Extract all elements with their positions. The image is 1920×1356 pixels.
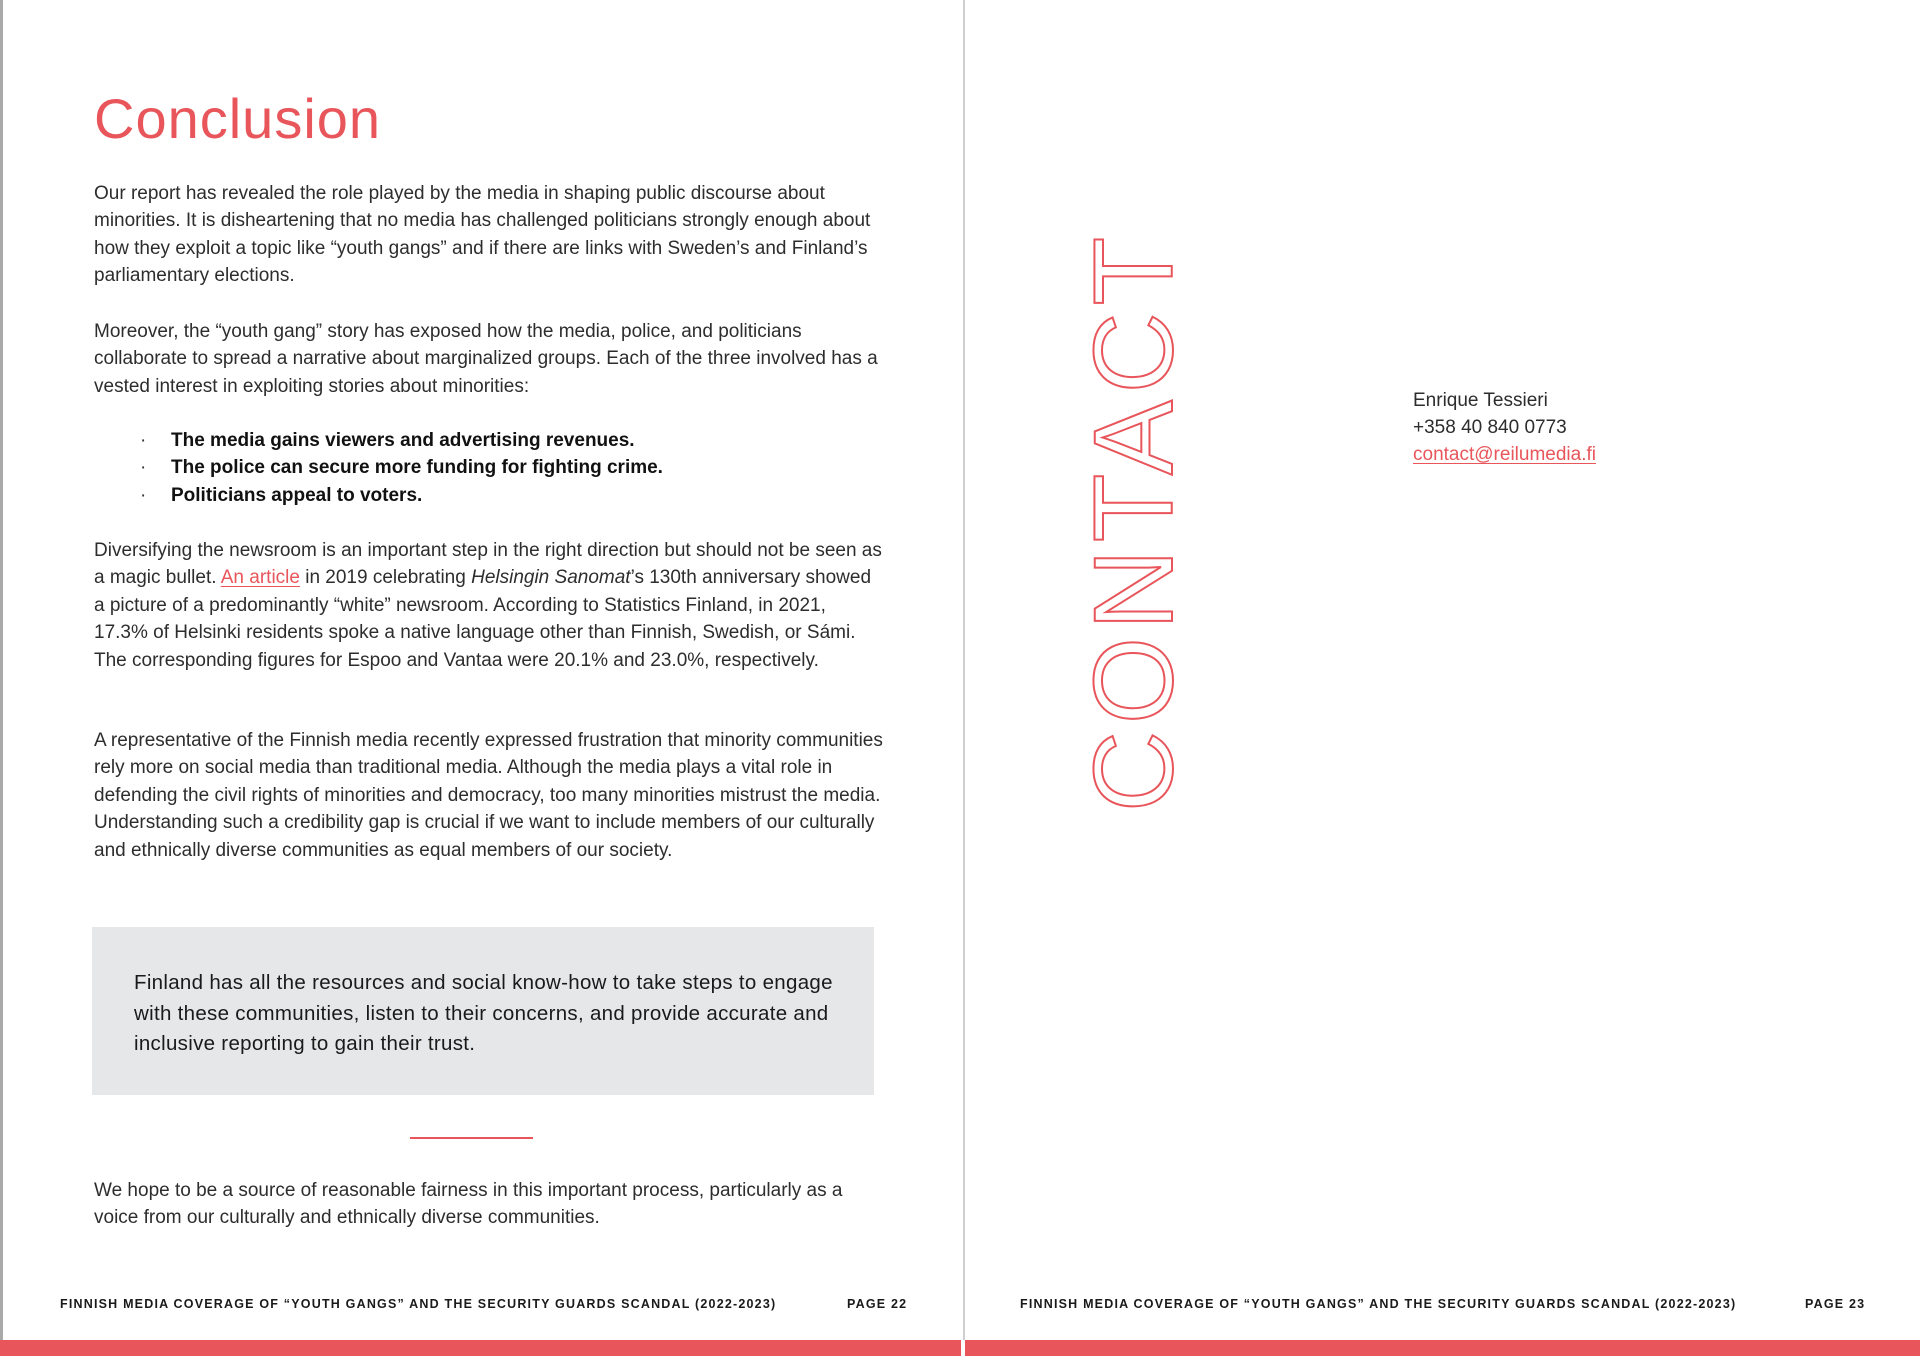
footer-title: FINNISH MEDIA COVERAGE OF “YOUTH GANGS” AND THE SECURITY GUARDS SCANDAL (2022-2023): [60, 1297, 777, 1311]
contact-email-link[interactable]: contact@reilumedia.fi: [1413, 444, 1596, 465]
bullet-text: The police can secure more funding for fighting crime.: [171, 457, 663, 479]
bullet-item: [137, 482, 857, 509]
bottom-accent-bar: [0, 1340, 1920, 1356]
paragraph-text: ’s 130th anniversary showed a picture of a predominantly “white” newsroom. According to Statistics Finland, in 2021, 17.3% of Helsinki residents spoke a native language other than Finnish, Swedish, or Sámi. The corresponding figures for Espoo and Vantaa were 20.1% and 23.0%, respectively.: [94, 567, 872, 671]
contact-info: [1413, 387, 1596, 468]
contact-phone[interactable]: +358 40 840 0773: [1413, 417, 1567, 438]
paragraph-diversifying: [94, 537, 884, 674]
footer-page-number: PAGE 22: [847, 1297, 908, 1311]
contact-name: Enrique Tessieri: [1413, 390, 1548, 411]
page-23: [965, 0, 1920, 1340]
paragraph-text: Diversifying the newsroom is an important step in the right direction but should not be seen as a magic bullet.: [94, 540, 882, 589]
footer-page-number: PAGE 23: [1805, 1297, 1866, 1311]
paragraph-credibility: A representative of the Finnish media recently expressed frustration that minority communities rely more on social media than traditional media. Although the media plays a vital role in defending the civil rights of minorities and democracy, too many minorities mistrust the media. Understanding such a credibility gap is crucial if we want to include members of our culturally and ethnically diverse communities as equal members of our society.: [94, 730, 883, 861]
paragraph-closing: We hope to be a source of reasonable fairness in this important process, particularly as a voice from our culturally and ethnically diverse communities.: [94, 1180, 843, 1229]
newspaper-name: Helsingin Sanomat: [471, 567, 631, 589]
page-22: [3, 0, 963, 1340]
bullet-text: Politicians appeal to voters.: [171, 484, 423, 506]
pull-quote-text: Finland has all the resources and social know-how to take steps to engage with these communities, listen to their concerns, and provide accurate and inclusive reporting to gain their trust.: [134, 971, 833, 1055]
bullet-marker: ·: [140, 430, 147, 451]
page-title: Conclusion: [94, 87, 382, 150]
paragraph-narrative: Moreover, the “youth gang” story has exposed how the media, police, and politicians collaborate to spread a narrative about marginalized groups. Each of the three involved has a vested interest in exploiting stories about minorities:: [94, 321, 878, 397]
pull-quote-box: [92, 927, 874, 1095]
bullet-marker: ·: [140, 484, 147, 506]
footer-title: FINNISH MEDIA COVERAGE OF “YOUTH GANGS” AND THE SECURITY GUARDS SCANDAL (2022-2023): [1020, 1297, 1737, 1311]
bullet-item: [137, 427, 857, 454]
bullet-item: [137, 454, 857, 481]
bottom-bar-gap: [961, 1340, 965, 1356]
article-link[interactable]: An article: [220, 567, 300, 589]
contact-heading: CONTACT: [1071, 230, 1196, 812]
bullet-marker: ·: [140, 457, 147, 479]
paragraph-text: in 2019 celebrating: [305, 567, 466, 589]
bullet-list: [137, 427, 857, 509]
paragraph-intro: Our report has revealed the role played by the media in shaping public discourse about minorities. It is disheartening that no media has challenged politicians strongly enough about how they exploit a topic like “youth gangs” and if there are links with Sweden’s and Finland’s parliamentary elections.: [94, 183, 871, 287]
bullet-text: The media gains viewers and advertising revenues.: [171, 430, 635, 451]
section-divider: [410, 1137, 533, 1139]
